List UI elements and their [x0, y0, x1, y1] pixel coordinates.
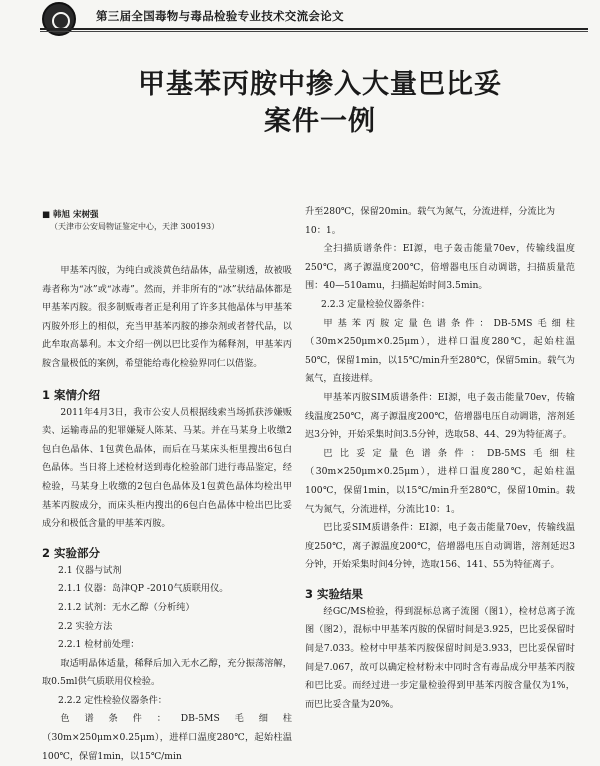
meth-gc-text: 甲基苯丙胺定量色谱条件：DB-5MS毛细柱（30m×250μm×0.25μm），进样口温度280℃，起始柱温50℃，保留1min，以15℃/min升至280℃，保留5min。载气为氮气，直接进样。	[305, 317, 575, 385]
section-1-heading: 1 案情介绍	[42, 387, 101, 402]
section-2-heading: 2 实验部分	[42, 545, 101, 560]
qualitative-gc-text: 色谱条件：DB-5MS毛细柱（30m×250μm×0.25μm），进样口温度280℃，起始柱温100℃，保留1min，以15℃/min	[42, 713, 292, 762]
journal-header: 第三届全国毒物与毒品检验专业技术交流会论文	[96, 9, 344, 23]
section-2-2-heading: 2.2 实验方法	[58, 620, 113, 632]
gc-continuation: 升至280℃，保留20min。载气为氮气，分流进样，分流比为10：1。	[305, 206, 556, 236]
pretreatment-text: 取适明晶体适量，稀释后加入无水乙醇，充分振荡溶解，取0.5ml供气质联用仪检验。	[42, 657, 292, 688]
barbital-gc-text: 巴比妥定量色谱条件：DB-5MS毛细柱（30m×250μm×0.25μm），进样口温度280℃，起始柱温100℃，保留1min，以15℃/min升至280℃，保留10min。载气为氮气，分流进样，分流比10：1。	[305, 447, 575, 515]
header-rule-thin	[40, 31, 588, 32]
right-column	[305, 203, 575, 714]
results-text: 经GC/MS检验，得到混标总离子流图（图1），检材总离子流图（图2），混标中甲基苯丙胺的保留时间是3.925，巴比妥保留时间是7.033。检材中甲基苯丙胺保留时间是3.933，巴比妥保留时间是7.067，故可以确定检材粉末中同时含有毒品成分甲基苯丙胺和巴比妥。而经过进一步定量检验得到甲基苯丙胺含量仅为1%，而巴比妥含量为20%。	[305, 605, 575, 710]
meth-sim-text: 甲基苯丙胺SIM质谱条件：EI源，电子轰击能量70ev，传输线温度250℃，离子源温度200℃，倍增器电压自动调谐，溶剂延迟3分钟，开始采集时间3.5分钟，选取58、44、29为特征离子。	[305, 391, 575, 441]
left-column	[42, 262, 292, 766]
title-line-2: 案件一例	[264, 106, 376, 137]
barbital-sim-text: 巴比妥SIM质谱条件：EI源，电子轰击能量70ev，传输线温度250℃，离子源温度200℃，倍增器电压自动调谐，溶剂延迟3分钟，开始采集时间4分钟，选取156、141、55为特征离子。	[305, 522, 575, 571]
instrument-item: 2.1.1 仪器：岛津QP -2010气质联用仪。	[58, 583, 229, 595]
section-2-2-2-heading: 2.2.2 定性检验仪器条件：	[58, 694, 167, 706]
authors: ■ 韩旭 宋树强	[42, 210, 99, 220]
reagent-item: 2.1.2 试剂：无水乙醇（分析纯）	[58, 601, 195, 613]
section-3-heading: 3 实验结果	[305, 586, 364, 601]
section-2-2-1-heading: 2.2.1 检材前处理：	[58, 639, 140, 651]
section-1-paragraph: 2011年4月3日，我市公安人员根据线索当场抓获涉嫌贩卖、运输毒品的犯罪嫌疑人陈某、马某。并在马某身上收缴2包白色晶体、1包黄色晶体，而后在马某床头柜里搜出6包白色晶体。当日将上述检材送到毒化检验部门进行毒品鉴定，经检验，马某身上收缴的2包白色晶体及1包黄色晶体均检出甲基苯丙胺成分，而床头柜内搜出的6包白色晶体中检出巴比妥成分和极低含量的甲基苯丙胺。	[42, 406, 292, 530]
affiliation: （天津市公安局物证鉴定中心，天津 300193）	[50, 222, 220, 231]
full-scan-ms-text: 全扫描质谱条件：EI源，电子轰击能量70ev，传输线温度250℃，离子源温度200℃，倍增器电压自动调谐，扫描质量范围：40—510amu，扫描起始时间3.5min。	[305, 243, 575, 292]
title-line-1: 甲基苯丙胺中掺入大量巴比妥	[138, 69, 502, 100]
section-2-2-3-heading: 2.2.3 定量检验仪器条件：	[321, 298, 430, 310]
abstract-paragraph: 甲基苯丙胺，为纯白或淡黄色结晶体，晶莹剔透，故被吸毒者称为“冰”或“冰毒”。然而，并非所有的“冰”状结晶体都是甲基苯丙胺。很多制贩毒者正是利用了许多其他晶体与甲基苯丙胺外形上的相似，充当甲基苯丙胺的掺杂剂或者替代品，以此牟取高暴利。本文介绍一例以巴比妥作为稀释剂，甲基苯丙胺含量极低的案例，希望能给毒化检验界同仁以借鉴。	[42, 265, 292, 369]
section-2-1-heading: 2.1 仪器与试剂	[58, 564, 122, 576]
header-rule	[40, 28, 588, 30]
